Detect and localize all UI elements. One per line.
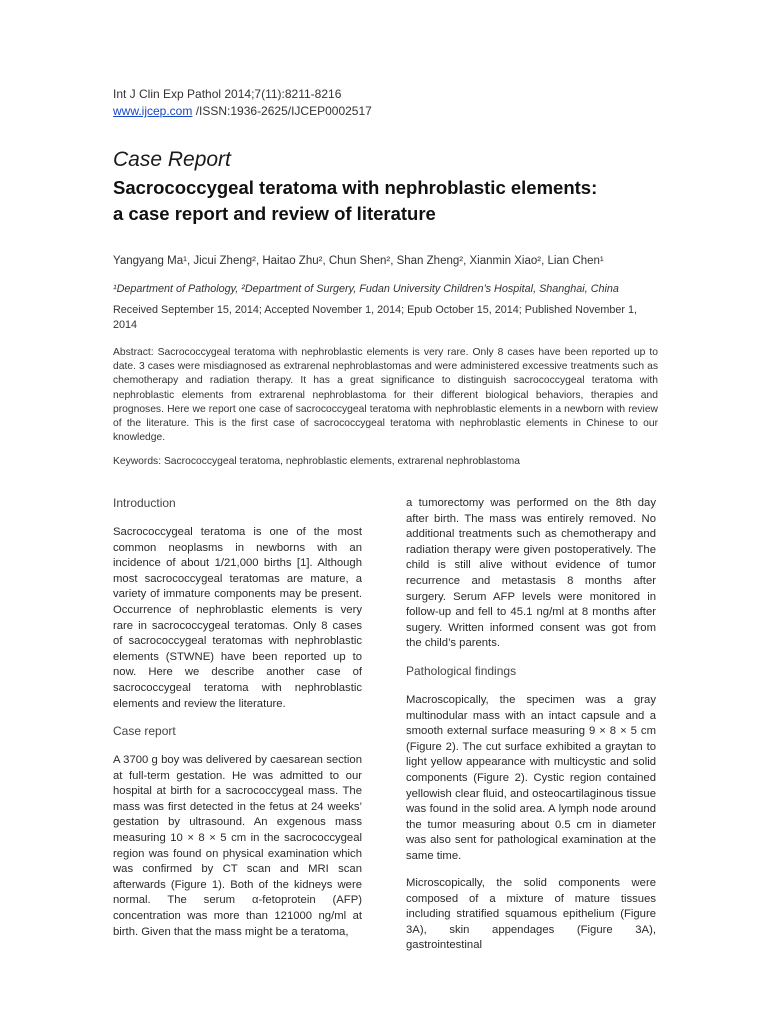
introduction-heading: Introduction (113, 496, 176, 510)
journal-citation: Int J Clin Exp Pathol 2014;7(11):8211-8216 (113, 87, 342, 101)
article-title (113, 175, 673, 227)
abstract-label: Abstract: (113, 347, 154, 358)
pathological-findings-heading: Pathological findings (406, 664, 517, 678)
article-title-line-1: Sacrococcygeal teratoma with nephroblastic elements: (113, 177, 598, 198)
journal-website-link[interactable]: www.ijcep.com (113, 104, 193, 118)
article-type: Case Report (113, 148, 231, 171)
journal-link-line (113, 103, 372, 119)
microscopic-paragraph: Microscopically, the solid components were composed of a mixture of mature tissues including stratified squamous epithelium (Figure 3A), skin appendages (Figure 3A), gastrointestinal (406, 877, 656, 952)
case-report-heading: Case report (113, 724, 176, 738)
keywords (113, 456, 658, 467)
author-list: Yangyang Ma¹, Jicui Zheng², Haitao Zhu², Chun Shen², Shan Zheng², Xianmin Xiao², Lian Chen¹ (113, 255, 604, 267)
case-report-paragraph: A 3700 g boy was delivered by caesarean section at full-term gestation. He was admitted to our hospital at birth for a sacrococcygeal mass. The mass was first detected in the fetus at 24 weeks’ gestation by ultrasound. An exgenous mass measuring 10 × 8 × 5 cm in the sacrococcygeal region was found on physical examination which was confirmed by CT scan and MRI scan afterwards (Figure 1). Both of the kidneys were normal. The serum α-fetoprotein (AFP) concentration was more than 121000 ng/ml at birth. Given that the mass might be a teratoma, (113, 754, 362, 938)
keywords-text: Sacrococcygeal teratoma, nephroblastic elements, extrarenal nephroblastoma (161, 456, 520, 467)
abstract (113, 346, 658, 445)
introduction-paragraph: Sacrococcygeal teratoma is one of the most common neoplasms in newborns with an incidence of about 1/21,000 births [1]. Although most sacrococcygeal teratomas are mature, a variety of immature components may be present. Occurrence of nephroblastic elements is very rare in sacrococcygeal teratomas. Only 8 cases of sacrococcygeal teratomas with nephroblastic elements (STWNE) have been reported up to now. Here we describe another case of sacrococcygeal teratoma with nephroblastic elements and review the literature. (113, 526, 362, 710)
journal-issn: /ISSN:1936-2625/IJCEP0002517 (192, 104, 372, 118)
publication-dates: Received September 15, 2014; Accepted November 1, 2014; Epub October 15, 2014; Published November 1, 2014 (113, 304, 637, 331)
case-report-continued-paragraph: a tumorectomy was performed on the 8th day after birth. The mass was entirely removed. No additional treatments such as chemotherapy and radiation therapy were given postoperatively. The child is still alive without evidence of tumor recurrence and metastasis 8 months after surgery. Serum AFP levels were monitored in follow-up and fell to 45.1 ng/ml at 8 months after sugery. Written informed consent was got from the child’s parents. (406, 497, 656, 650)
affiliations: ¹Department of Pathology, ²Department of Surgery, Fudan University Children’s Hospital, Shanghai, China (113, 283, 619, 295)
keywords-label: Keywords: (113, 456, 162, 467)
macroscopic-paragraph: Macroscopically, the specimen was a gray multinodular mass with an intact capsule and a smooth external surface measuring 9 × 8 × 5 cm (Figure 2). The cut surface exhibited a graytan to light yellow appearance with multicystic and solid components (Figure 2). Cystic region contained yellowish clear fluid, and osteocartilaginous tissue was found in the solid area. A lymph node around the tumor measuring about 0.5 cm in diameter was also sent for pathological examination at the same time. (406, 694, 656, 862)
article-title-line-2: a case report and review of literature (113, 203, 436, 224)
abstract-text: Sacrococcygeal teratoma with nephroblastic elements is very rare. Only 8 cases have been reported up to date. 3 cases were misdiagnosed as extrarenal nephroblastomas and were administered excessive treatments such as chemotherapy and radiation therapy. It has a great significance to distinguish sacrococcygeal teratoma with nephroblastic elements from extrarenal nephroblastoma for their different biological behaviors, therapies and prognoses. Here we report one case of sacrococcygeal teratoma with nephroblastic elements in a newborn with review of the literature. This is the first case of sacrococcygeal teratoma with nephroblastic elements in Chinese to our knowledge. (113, 347, 658, 444)
